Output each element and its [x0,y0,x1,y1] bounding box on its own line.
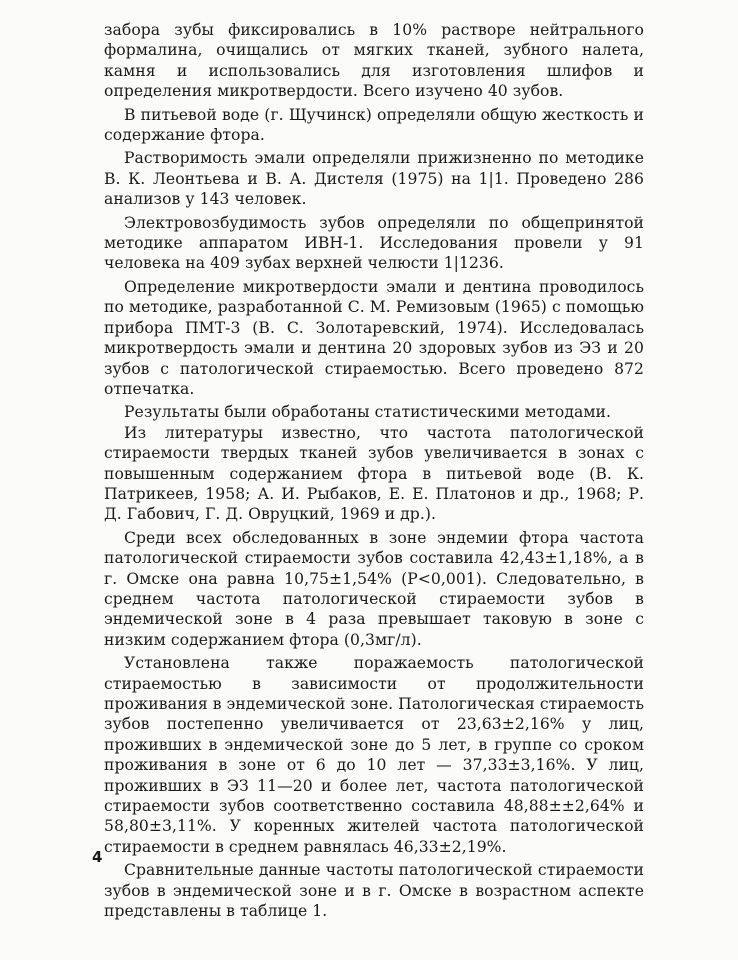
paragraph: В питьевой воде (г. Щучинск) определяли общую жесткость и содержание фтора. [104,105,644,145]
paragraph: Из литературы известно, что частота патологической стираемости твердых тканей зубов увеличивается в зонах с повышенным содержанием фтора в питьевой воде (В. К. Патрикеев, 1958; А. И. Рыбаков, Е. Е. Платонов и др., 1968; Р. Д. Габович, Г. Д. Овруцкий, 1969 и др.). [104,423,644,524]
body-text [104,20,644,924]
page-number: 4 [92,848,103,866]
paragraph: Сравнительные данные частоты патологической стираемости зубов в эндемической зоне и в г. Омске в возрастном аспекте представлены в таблице 1. [104,861,644,921]
paragraph: Среди всех обследованных в зоне эндемии фтора частота патологической стираемости зубов составила 42,43±1,18%, а в г. Омске она равна 10,75±1,54% (Р<0,001). Следовательно, в среднем частота патологической стираемости зубов в эндемической зоне в 4 раза превышает таковую в зоне с низким содержанием фтора (0,3мг/л). [104,528,644,649]
paragraph: Растворимость эмали определяли прижизненно по методике В. К. Леонтьева и В. А. Дистеля (1975) на 1|1. Проведено 286 анализов у 143 человек. [104,149,644,209]
paragraph: Определение микротвердости эмали и дентина проводилось по методике, разработанной С. М. Ремизовым (1965) с помощью прибора ПМТ-3 (В. С. Золотаревский, 1974). Исследовалась микротвердость эмали и дентина 20 здоровых зубов из ЭЗ и 20 зубов с патологической стираемостью. Всего проведено 872 отпечатка. [104,277,644,398]
paragraph: Электровозбудимость зубов определяли по общепринятой методике аппаратом ИВН-1. Исследования провели у 91 человека на 409 зубах верхней челюсти 1|1236. [104,213,644,273]
paragraph: Установлена также поражаемость патологической стираемостью в зависимости от продолжительности проживания в эндемической зоне. Патологическая стираемость зубов постепенно увеличивается от 23,63±2,16% у лиц, проживших в эндемической зоне до 5 лет, в группе со сроком проживания в зоне от 6 до 10 лет — 37,33±3,16%. У лиц, проживших в ЭЗ 11—20 и более лет, частота патологической стираемости зубов соответственно составила 48,88±±2,64% и 58,80±3,11%. У коренных жителей частота патологической стираемости в среднем равнялась 46,33±2,19%. [104,654,644,856]
paragraph: забора зубы фиксировались в 10% растворе нейтрального формалина, очищались от мягких тканей, зубного налета, камня и использовались для изготовления шлифов и определения микротвердости. Всего изучено 40 зубов. [104,21,644,101]
paragraph: Результаты были обработаны статистическими методами. [124,403,611,422]
